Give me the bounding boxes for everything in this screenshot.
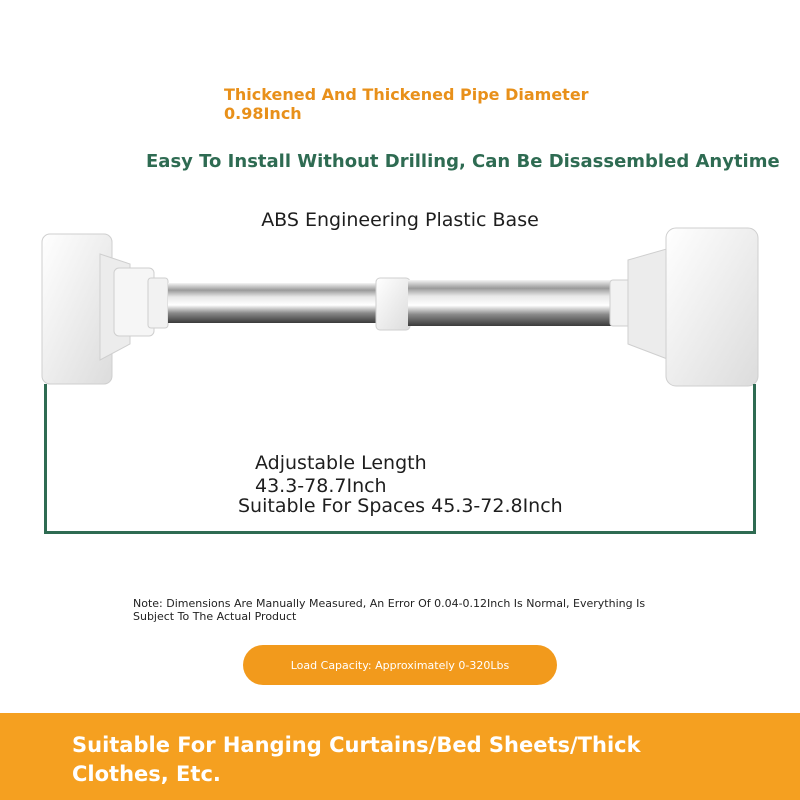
inner-pipe bbox=[168, 283, 380, 323]
install-note: Easy To Install Without Drilling, Can Be Disassembled Anytime bbox=[146, 151, 780, 172]
pipe-diameter-line1: Thickened And Thickened Pipe Diameter bbox=[224, 85, 589, 104]
adjustable-length-range: 43.3-78.7Inch bbox=[255, 475, 387, 497]
pipe-diameter-label bbox=[224, 85, 589, 123]
footer-text: Suitable For Hanging Curtains/Bed Sheets/Thick Clothes, Etc. bbox=[72, 733, 641, 786]
load-capacity-label: Load Capacity: Approximately 0-320Lbs bbox=[290, 658, 510, 672]
right-base bbox=[610, 228, 758, 386]
joint-collar bbox=[376, 278, 410, 330]
load-capacity-badge bbox=[243, 645, 557, 685]
tension-rod-illustration bbox=[30, 220, 770, 390]
suitable-spaces-label: Suitable For Spaces 45.3-72.8Inch bbox=[238, 495, 563, 517]
base-label: ABS Engineering Plastic Base bbox=[261, 209, 539, 231]
pipe-diameter-line2: 0.98Inch bbox=[224, 104, 302, 123]
measurement-note: Note: Dimensions Are Manually Measured, An Error Of 0.04-0.12Inch Is Normal, Everything Is Subject To The Actual Product bbox=[133, 597, 646, 623]
outer-pipe bbox=[408, 280, 612, 326]
left-base bbox=[42, 234, 168, 384]
adjustable-length-title: Adjustable Length bbox=[255, 452, 427, 474]
